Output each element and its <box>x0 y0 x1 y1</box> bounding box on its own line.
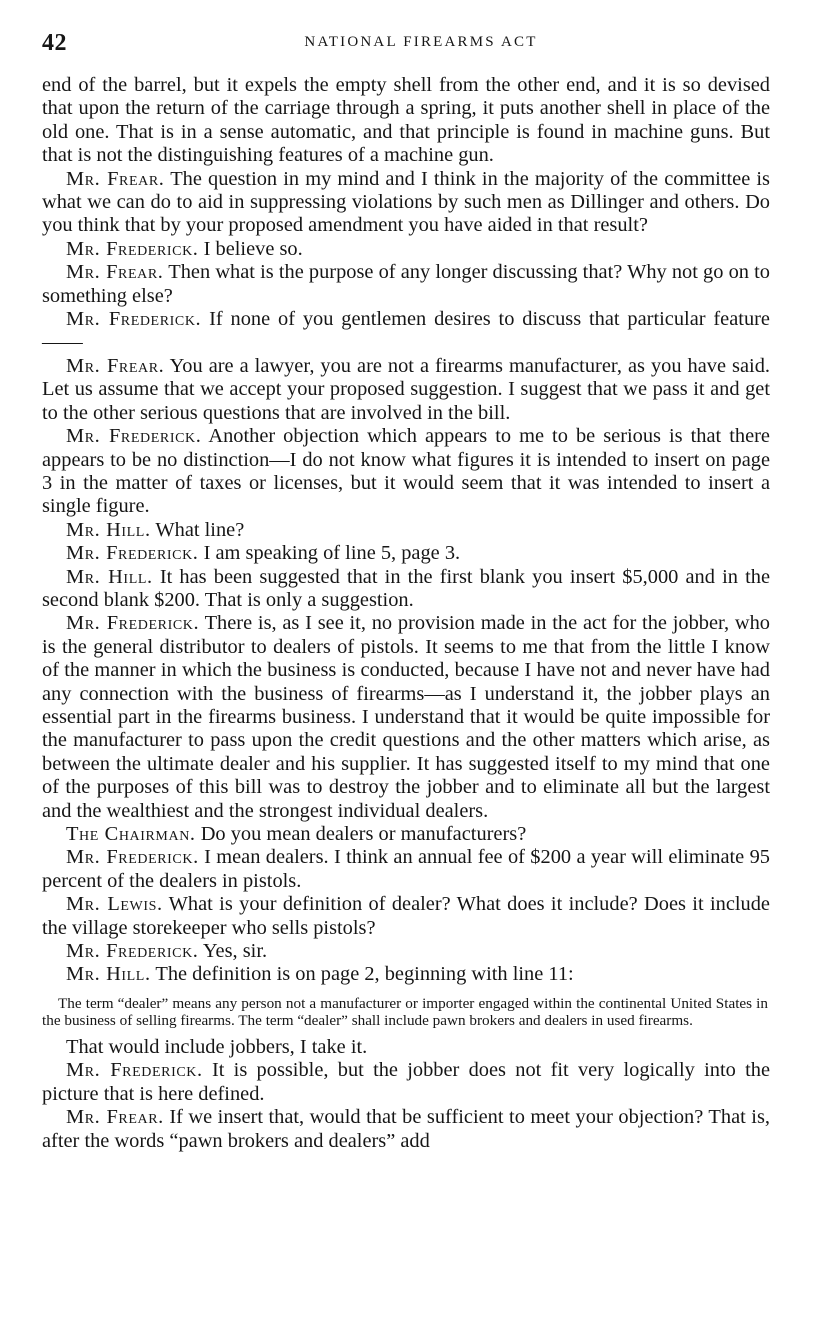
paragraph-text: What is your definition of dealer? What does it include? Does it include the village storekeeper who sells pistols? <box>42 893 770 939</box>
paragraph <box>42 74 770 168</box>
paragraph-text: What line? <box>150 518 245 541</box>
page-number: 42 <box>42 30 67 56</box>
paragraph <box>42 823 770 846</box>
paragraph <box>42 519 770 542</box>
speaker-name: Mr. Frederick. <box>66 846 199 869</box>
paragraph <box>42 846 770 893</box>
paragraph-text: I mean dealers. I think an annual fee of $200 a year will eliminate 95 percent of the dealers in pistols. <box>42 846 770 892</box>
paragraph <box>42 940 770 963</box>
paragraph <box>42 612 770 823</box>
paragraph-text: I believe so. <box>198 237 303 260</box>
paragraph-text: The definition is on page 2, beginning with line 11: <box>150 963 574 986</box>
speaker-name: Mr. Frear. <box>66 167 165 190</box>
paragraph-text: Yes, sir. <box>198 940 268 963</box>
block-quote: The term “dealer” means any person not a manufacturer or importer engaged within the continental United States in the business of selling firearms. The term “dealer” shall include pawn brokers and dealers in used firearms. <box>42 994 768 1030</box>
paragraph-text: That would include jobbers, I take it. <box>66 1036 368 1059</box>
speaker-name: Mr. Hill. <box>66 518 151 541</box>
speaker-name: Mr. Hill. <box>66 565 153 588</box>
running-head: NATIONAL FIREARMS ACT <box>304 34 538 50</box>
paragraph <box>42 893 770 940</box>
paragraph <box>42 261 770 308</box>
paragraph <box>42 1036 770 1059</box>
paragraph <box>42 238 770 261</box>
paragraph-text: It has been suggested that in the first blank you insert $5,000 and in the second blank $200. That is only a suggestion. <box>42 565 770 611</box>
paragraph <box>42 566 770 613</box>
paragraph-text: It is possible, but the jobber does not fit very logically into the picture that is here defined. <box>42 1059 770 1105</box>
paragraph <box>42 425 770 519</box>
paragraph <box>42 355 770 425</box>
paragraph <box>42 1106 770 1153</box>
paragraph <box>42 308 770 355</box>
paragraph-text: end of the barrel, but it expels the empty shell from the other end, and it is so devised that upon the return of the carriage through a spring, it puts another shell in place of the old one. That is in a sense automatic, and that principle is found in machine guns. But that is not the distinguishing features of a machine gun. <box>42 74 770 167</box>
speaker-name: The Chairman. <box>66 823 196 845</box>
speaker-name: Mr. Frederick. <box>66 612 200 635</box>
speaker-name: Mr. Frederick. <box>66 542 199 565</box>
paragraph-text: If none of you gentlemen desires to discuss that particular feature—— <box>42 308 770 354</box>
paragraph <box>42 168 770 238</box>
speaker-name: Mr. Frederick. <box>66 1059 203 1082</box>
page-header <box>42 28 770 62</box>
speaker-name: Mr. Lewis. <box>66 893 163 916</box>
paragraph-text: Another objection which appears to me to be serious is that there appears to be no distinction—I do not know what figures it is intended to insert on page 3 in the matter of taxes or licenses, but it would seem that it was intended to insert a single figure. <box>42 425 770 518</box>
paragraph-text: Do you mean dealers or manufacturers? <box>195 823 527 845</box>
speaker-name: Mr. Frederick. <box>66 940 199 963</box>
speaker-name: Mr. Frederick. <box>66 237 199 260</box>
paragraph-text: The question in my mind and I think in the majority of the committee is what we can do to aid in suppressing violations by such men as Dillinger and others. Do you think that by your proposed amendment you have aided in that result? <box>42 167 770 237</box>
paragraph <box>42 963 770 986</box>
paragraph-text: Then what is the purpose of any longer discussing that? Why not go on to something else? <box>42 261 770 307</box>
body-text <box>42 74 770 1153</box>
speaker-name: Mr. Frear. <box>66 354 165 377</box>
speaker-name: Mr. Frederick. <box>66 308 202 331</box>
paragraph <box>42 542 770 565</box>
speaker-name: Mr. Frear. <box>66 261 164 284</box>
paragraph-text: I am speaking of line 5, page 3. <box>198 542 461 565</box>
speaker-name: Mr. Frederick. <box>66 425 202 448</box>
paragraph <box>42 1059 770 1106</box>
paragraph-text: There is, as I see it, no provision made in the act for the jobber, who is the general distributor to dealers of pistols. It seems to me that from the little I know of the manner in which the business is conducted, because I have not and never have had any connection with the business of firearms—as I understand it, the jobber plays an essential part in the firearms business. I understand that it would be quite impossible for the manufacturer to pass upon the credit questions and the other matters which arise, as between the ultimate dealer and his supplier. It has suggested itself to my mind that one of the purposes of this bill was to destroy the jobber and to eliminate all but the largest and the wealthiest and the strongest individual dealers. <box>42 612 770 822</box>
paragraph-text: If we insert that, would that be sufficient to meet your objection? That is, after the words “pawn brokers and dealers” add <box>42 1106 770 1152</box>
paragraph-text: You are a lawyer, you are not a firearms manufacturer, as you have said. Let us assume that we accept your proposed suggestion. I suggest that we pass it and get to the other serious questions that are involved in the bill. <box>42 354 770 424</box>
speaker-name: Mr. Hill. <box>66 963 151 986</box>
speaker-name: Mr. Frear. <box>66 1106 164 1129</box>
